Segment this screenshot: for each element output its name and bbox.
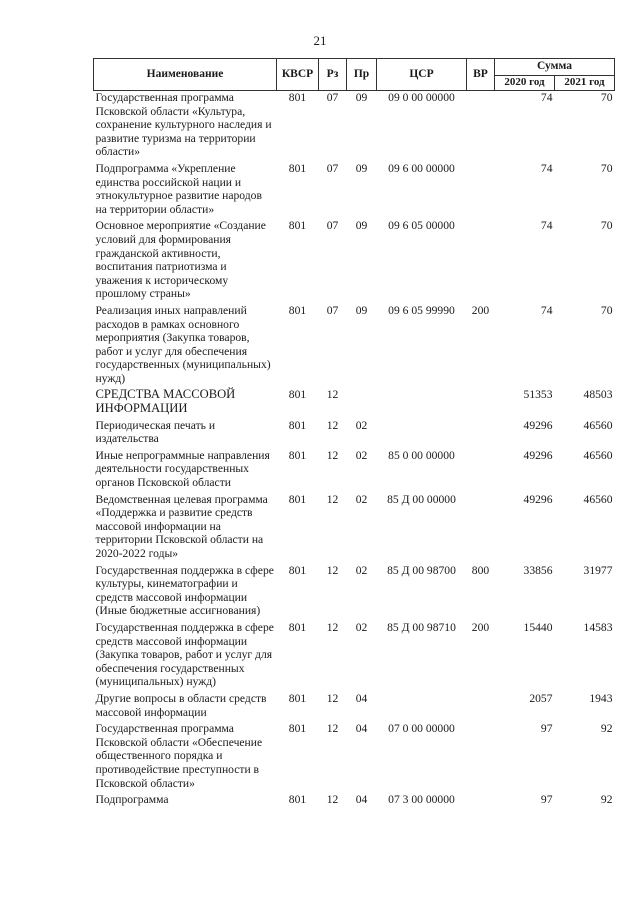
row-sum-2020: 33856	[523, 563, 553, 577]
row-kvsr: 801	[288, 563, 307, 577]
table-row	[94, 159, 615, 216]
row-csr: 85 Д 00 00000	[387, 492, 456, 506]
row-csr	[377, 689, 467, 719]
row-pr: 02	[355, 418, 368, 432]
row-name: СРЕДСТВА МАССОВОЙ ИНФОРМАЦИИ	[95, 387, 236, 416]
row-name: Реализация иных направлений расходов в рамках основного мероприятия (Закупка товаров, работ и услуг для обеспечения государственных (муниципальных) нужд)	[95, 303, 271, 385]
page-number: 21	[313, 33, 327, 48]
table-row	[94, 91, 615, 159]
row-vr	[467, 790, 495, 807]
row-sum-2021: 46560	[583, 492, 613, 506]
row-sum-2020: 49296	[523, 448, 553, 462]
row-sum-2020: 51353	[523, 388, 553, 402]
row-rz: 12	[326, 691, 339, 705]
row-rz: 12	[326, 418, 339, 432]
row-kvsr: 801	[288, 219, 307, 233]
row-sum-2021: 46560	[583, 418, 613, 432]
row-pr: 02	[355, 563, 368, 577]
row-vr	[467, 91, 495, 159]
row-name: Подпрограмма	[95, 793, 169, 807]
table-row	[94, 790, 615, 807]
row-sum-2021: 92	[600, 722, 613, 736]
row-sum-2020: 74	[540, 219, 553, 233]
table-row	[94, 416, 615, 446]
row-sum-2020: 97	[540, 793, 553, 807]
row-rz: 12	[326, 722, 339, 736]
row-kvsr: 801	[288, 303, 307, 317]
row-csr: 09 6 00 00000	[388, 161, 455, 175]
row-csr	[377, 416, 467, 446]
row-kvsr: 801	[288, 620, 307, 634]
row-vr	[467, 719, 495, 790]
row-pr: 02	[355, 620, 368, 634]
row-pr: 09	[355, 91, 368, 104]
row-sum-2021: 70	[600, 161, 613, 175]
row-csr: 07 3 00 00000	[388, 793, 455, 807]
row-csr: 09 6 05 00000	[388, 219, 455, 233]
table-row	[94, 618, 615, 689]
row-pr: 02	[355, 492, 368, 506]
row-pr: 04	[355, 691, 368, 705]
header-vr: ВР	[467, 59, 495, 91]
row-vr: 200	[471, 620, 490, 634]
row-csr: 09 0 00 00000	[388, 91, 455, 104]
row-name: Периодическая печать и издательства	[95, 418, 216, 446]
row-sum-2021: 70	[600, 303, 613, 317]
header-year-2020: 2020 год	[495, 76, 555, 91]
row-name: Основное мероприятие «Создание условий для формирования гражданской активности, воспитания патриотизма и уважения к историческому прошлому страны»	[95, 219, 266, 301]
row-kvsr: 801	[288, 161, 307, 175]
row-kvsr: 801	[288, 793, 307, 807]
row-sum-2021: 46560	[583, 448, 613, 462]
row-rz: 07	[326, 219, 339, 233]
row-name: Государственная поддержка в сфере средств массовой информации (Закупка товаров, работ и услуг для обеспечения государственных (муниципальных) нужд)	[95, 620, 274, 689]
row-sum-2020: 15440	[523, 620, 553, 634]
header-year-2021: 2021 год	[555, 76, 615, 91]
budget-table	[93, 58, 615, 807]
table-row	[94, 216, 615, 301]
row-kvsr: 801	[288, 418, 307, 432]
row-sum-2020: 49296	[523, 418, 553, 432]
row-sum-2020: 2057	[529, 691, 553, 705]
row-vr: 200	[471, 303, 490, 317]
row-kvsr: 801	[288, 722, 307, 736]
row-rz: 07	[326, 91, 339, 104]
row-csr: 07 0 00 00000	[388, 722, 455, 736]
row-rz: 12	[326, 793, 339, 807]
row-csr: 85 0 00 00000	[388, 448, 455, 462]
header-kvsr: КВСР	[277, 59, 319, 91]
row-sum-2021: 92	[600, 793, 613, 807]
row-vr: 800	[471, 563, 490, 577]
row-sum-2020: 74	[540, 91, 553, 104]
header-csr: ЦСР	[377, 59, 467, 91]
table-row	[94, 719, 615, 790]
header-sum: Сумма	[495, 59, 615, 76]
row-csr: 85 Д 00 98710	[387, 620, 456, 634]
row-vr	[467, 689, 495, 719]
row-vr	[467, 385, 495, 415]
header-rz: Рз	[319, 59, 347, 91]
row-sum-2020: 74	[540, 161, 553, 175]
table-row	[94, 490, 615, 561]
table-row	[94, 561, 615, 618]
row-name: Государственная программа Псковской области «Обеспечение общественного порядка и противодействие преступности в Псковской области»	[95, 722, 263, 790]
row-name: Другие вопросы в области средств массовой информации	[95, 691, 267, 719]
row-rz: 12	[326, 448, 339, 462]
row-pr: 02	[355, 448, 368, 462]
table-row	[94, 385, 615, 415]
row-vr	[467, 446, 495, 490]
row-name: Подпрограмма «Укрепление единства российской нации и этнокультурное развитие народов на территории области»	[95, 161, 262, 216]
row-name: Государственная поддержка в сфере культуры, кинематографии и средств массовой информации (Иные бюджетные ассигнования)	[95, 563, 274, 618]
row-csr: 09 6 05 99990	[388, 303, 455, 317]
row-sum-2021: 1943	[589, 691, 613, 705]
row-pr: 09	[355, 219, 368, 233]
row-vr	[467, 490, 495, 561]
row-name: Государственная программа Псковской области «Культура, сохранение культурного наследия и развитие туризма на территории области»	[95, 91, 272, 159]
row-pr: 09	[355, 161, 368, 175]
table-row	[94, 446, 615, 490]
row-rz: 12	[326, 388, 339, 402]
row-sum-2021: 70	[600, 91, 613, 104]
row-sum-2021: 70	[600, 219, 613, 233]
table-row	[94, 689, 615, 719]
row-rz: 07	[326, 303, 339, 317]
row-pr	[347, 385, 377, 415]
row-vr	[467, 216, 495, 301]
header-name: Наименование	[94, 59, 277, 91]
row-sum-2020: 74	[540, 303, 553, 317]
row-sum-2021: 48503	[583, 388, 613, 402]
header-pr: Пр	[347, 59, 377, 91]
header-row	[94, 59, 615, 76]
row-rz: 07	[326, 161, 339, 175]
row-sum-2020: 49296	[523, 492, 553, 506]
row-sum-2020: 97	[540, 722, 553, 736]
row-rz: 12	[326, 563, 339, 577]
row-kvsr: 801	[288, 691, 307, 705]
row-sum-2021: 14583	[583, 620, 613, 634]
row-pr: 04	[355, 793, 368, 807]
row-name: Ведомственная целевая программа «Поддержка и развитие средств массовой информации на территории Псковской области на 2020-2022 годы»	[95, 492, 268, 560]
row-rz: 12	[326, 492, 339, 506]
row-pr: 09	[355, 303, 368, 317]
row-vr	[467, 416, 495, 446]
row-csr: 85 Д 00 98700	[387, 563, 456, 577]
row-rz: 12	[326, 620, 339, 634]
row-name: Иные непрограммные направления деятельности государственных органов Псковской области	[95, 448, 270, 490]
table-row	[94, 301, 615, 386]
table-body	[94, 91, 615, 807]
row-kvsr: 801	[288, 388, 307, 402]
row-pr: 04	[355, 722, 368, 736]
row-kvsr: 801	[288, 448, 307, 462]
row-kvsr: 801	[288, 492, 307, 506]
row-kvsr: 801	[288, 91, 307, 104]
row-csr	[377, 385, 467, 415]
row-vr	[467, 159, 495, 216]
row-sum-2021: 31977	[583, 563, 613, 577]
